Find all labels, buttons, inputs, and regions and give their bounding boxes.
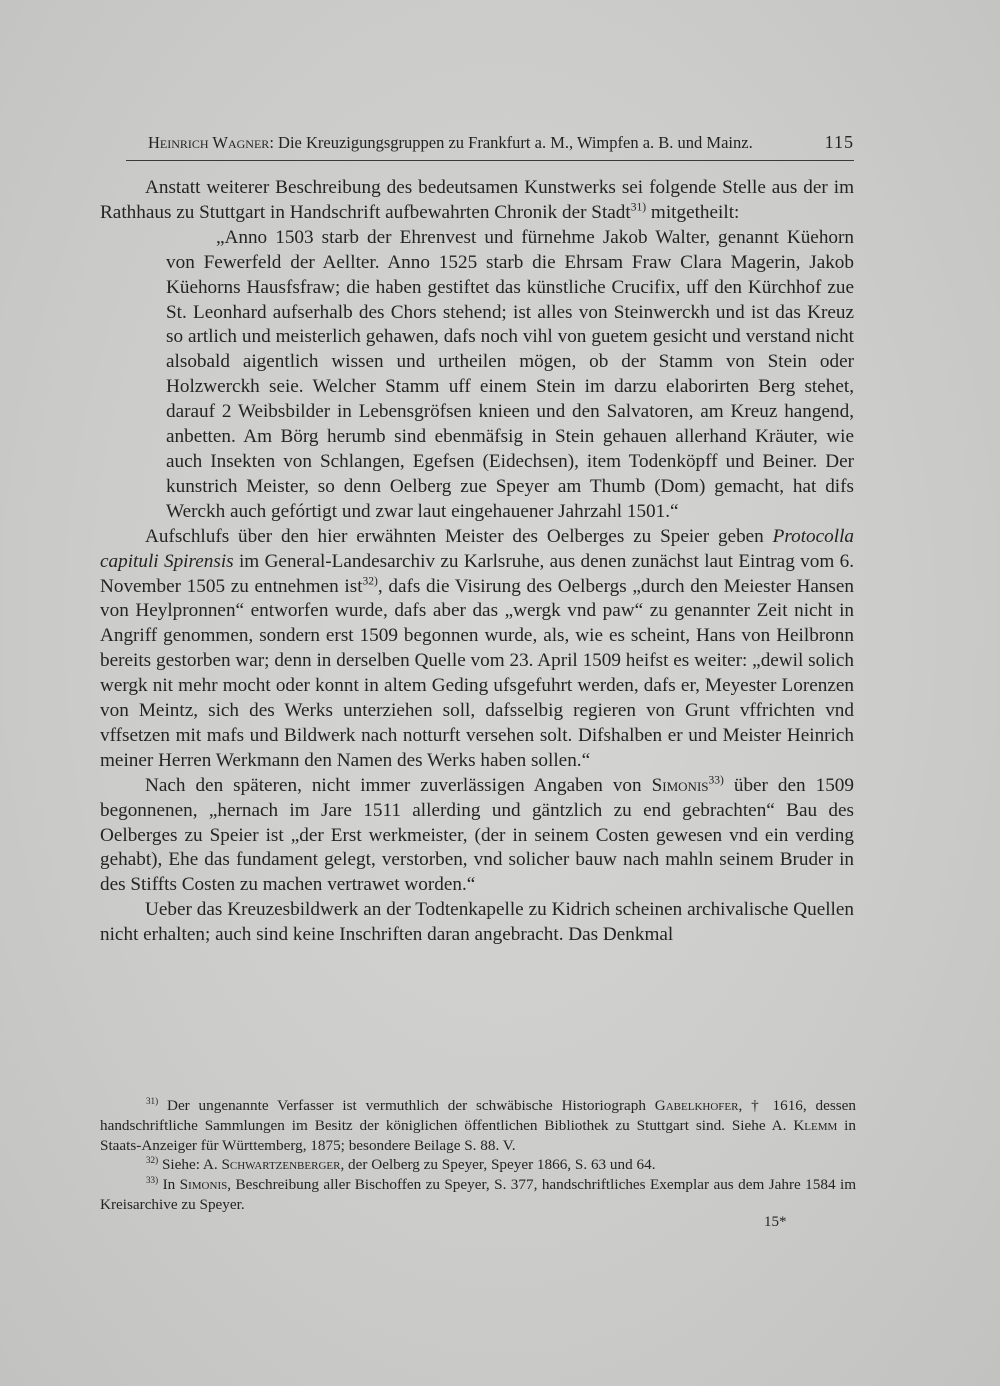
footnote-33-name: Simonis	[179, 1176, 228, 1194]
paragraph-2-c: , dafs die Visirung des Oelbergs „durch den Meiester Hansen von Heylpronnen“ entworfen wurde, dafs aber das „wergk vnd paw“ zu genannter Zeit nicht in Angriff genommen, sondern erst 1509 begonnen wurde, als, wie es scheint, Hans von Heilbronn bereits gestorben war; denn in derselben Quelle vom 23. April 1509 heifst es weiter: „dewil solich wergk nit mehr mocht oder konnt in altem Geding ufsgefuhrt werden, dafs er, Meyester Lorenzen von Meintz, sich des Werks unterziehen soll, dafsselbig regieren von Grunt vffrichten vnd vffsetzen mit mafs und Bildwerk nach notturft versehen solt. Difshalben er und Meister Heinrich meiner Herren Werkmann den Namen des Werks haben sollen.“	[100, 575, 855, 771]
footnote-31-a: Der ungenannte Verfasser ist vermuthlich der schwäbische Historiograph	[158, 1097, 655, 1114]
footnote-32	[100, 1155, 856, 1175]
quote-block: „Anno 1503 starb der Ehrenvest und fürnehme Jakob Walter, genannt Küehorn von Fewerfeld der Aellter. Anno 1525 starb die Ehrsam Fraw Clara Magerin, Jakob Küehorns Hausfsfraw; die haben gestiftet das künstliche Crucifix, uff den Kürchhof zue St. Leonhard aufserhalb des Chors stehend; ist alles von Steinwerckh und ist das Kreuz so artlich und meisterlich gehawen, dafs noch vihl von guetem gesicht und verstand nicht alsobald aigentlich wissen und urtheilen mögen, ob der Stamm von Stein oder Holzwerckh seie. Welcher Stamm uff einem Stein im darzu elaborirten Berg stehet, darauf 2 Weibsbilder in Lebensgröfsen knieen und den Salvatoren, am Kreuz hangend, anbetten. Am Börg herumb sind ebenmäfsig in Stein gehauen allerhand Kräuter, wie auch Insekten von Schlangen, Egefsen (Eidechsen), item Todenköpff und Beiner. Der kunstrich Meister, so denn Oelberg zue Speyer am Thumb (Dom) gemacht, hat difs Werckh auch gefórtigt und zwar laut eingehauener Jahrzahl 1501.“	[166, 226, 854, 522]
header-rule	[126, 160, 854, 161]
body-text	[100, 176, 854, 948]
paragraph-1-end: mitgetheilt:	[646, 201, 740, 223]
footnote-33-a: In	[158, 1176, 180, 1194]
footnote-31-b: , † 1616, dessen handschriftliche Sammlungen im Besitz der königlichen öffentlichen Bibliothek zu Stuttgart sind. Siehe A.	[100, 1097, 856, 1134]
paragraph-3-b: über den 1509 begonnenen, „hernach im Jare 1511 allerding und gäntzlich zu end gebrachten“ Bau des Oelberges zu Speier ist „der Erst werkmeister, (der in seinem Costen gewesen vnd ein verding gehabt), Ehe das fundament gelegt, verstorben, vnd solicher bauw nach mahln seinem Bruder in des Stiffts Costen zu machen vertrawet worden.“	[100, 774, 854, 896]
header-title	[148, 133, 753, 153]
paragraph-1	[100, 176, 854, 226]
footnote-ref-33: 33)	[708, 774, 724, 787]
footnote-32-b: , der Oelberg zu Speyer, Speyer 1866, S. 63 und 64.	[340, 1156, 656, 1174]
footnote-ref-31: 31)	[630, 201, 647, 214]
footnote-31-mark: 31)	[146, 1096, 159, 1107]
paragraph-3-a: Nach den späteren, nicht immer zuverlässigen Angaben von	[145, 774, 652, 796]
footnote-31	[100, 1096, 856, 1155]
paragraph-3	[100, 774, 854, 899]
running-header	[148, 132, 854, 153]
footnotes	[100, 1096, 856, 1215]
paragraph-2-italic: Protocolla capituli Spirensis	[100, 525, 854, 572]
header-author: Heinrich Wagner	[148, 133, 270, 152]
footnote-33-mark: 33)	[146, 1175, 159, 1186]
paragraph-4: Ueber das Kreuzesbildwerk an der Todtenkapelle zu Kidrich scheinen archivalische Quellen nicht erhalten; auch sind keine Inschriften daran angebracht. Das Denkmal	[100, 899, 854, 946]
footnote-ref-32: 32)	[362, 575, 378, 588]
page-number: 115	[824, 132, 854, 152]
paragraph-1-text: Anstatt weiterer Beschreibung des bedeutsamen Kunstwerks sei folgende Stelle aus der im Rathhaus zu Stuttgart in Handschrift aufbewahrten Chronik der Stadt	[100, 177, 854, 223]
footnote-33-b: , Beschreibung aller Bischoffen zu Speyer, S. 377, handschriftliches Exemplar aus dem Jahre 1584 im Kreisarchive zu Speyer.	[100, 1176, 857, 1213]
footnote-31-name2: Klemm	[793, 1116, 838, 1134]
footnote-32-mark: 32)	[146, 1155, 159, 1166]
paragraph-2-b: im General-Landesarchiv zu Karlsruhe, aus denen zunächst laut Eintrag vom 6. November 1505 zu entnehmen ist	[100, 550, 854, 597]
paragraph-2	[100, 525, 854, 774]
signature-mark: 15*	[764, 1214, 787, 1230]
header-title-text: : Die Kreuzigungsgruppen zu Frankfurt a. M., Wimpfen a. B. und Mainz.	[269, 133, 753, 152]
footnote-33	[100, 1175, 856, 1215]
footnote-32-a: Siehe: A.	[158, 1156, 222, 1174]
footnote-32-name: Schwartzenberger	[221, 1156, 341, 1174]
paragraph-2-a: Aufschlufs über den hier erwähnten Meister des Oelberges zu Speier geben	[145, 525, 773, 547]
footnote-31-c: in Staats-Anzeiger für Württemberg, 1875; besondere Beilage S. 88. V.	[100, 1116, 856, 1154]
paragraph-3-name: Simonis	[651, 774, 709, 796]
footnote-31-name1: Gabelkhofer	[654, 1097, 739, 1114]
